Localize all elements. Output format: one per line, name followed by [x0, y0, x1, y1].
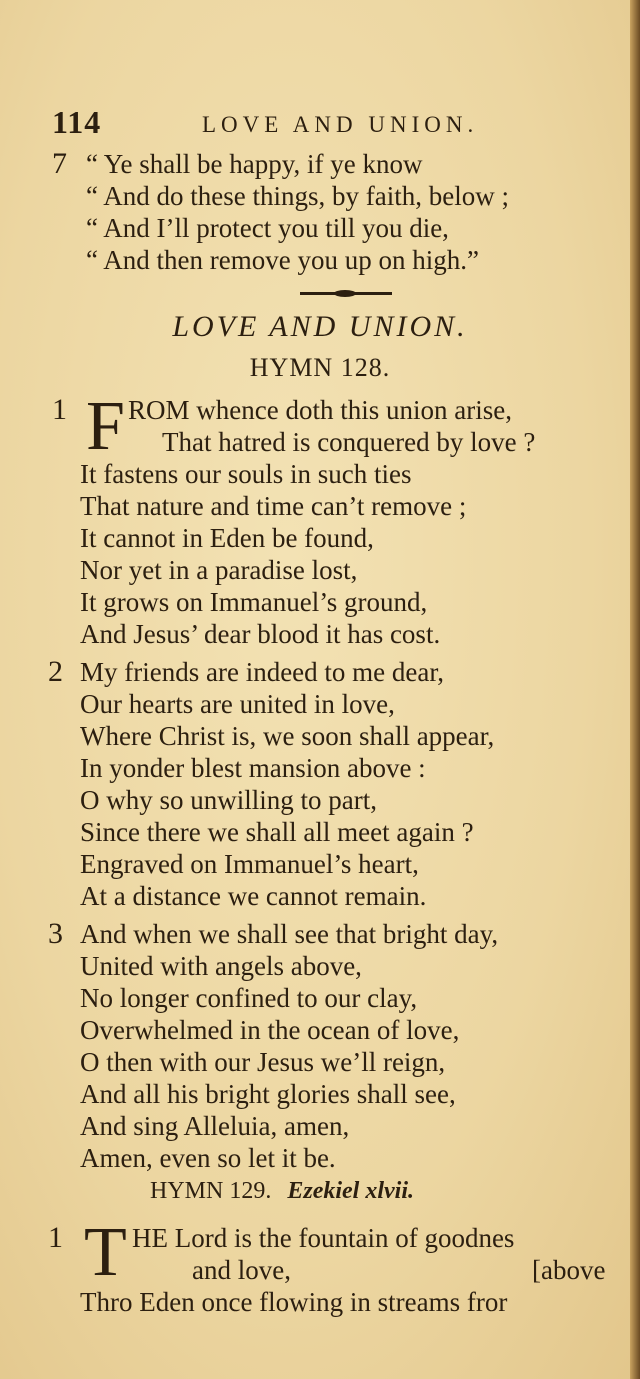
verse-line: And Jesus’ dear blood it has cost. — [80, 619, 441, 649]
page-header — [52, 104, 612, 144]
verse-line: Our hearts are united in love, — [80, 689, 395, 719]
verse-line: Overwhelmed in the ocean of love, — [80, 1015, 460, 1045]
stanza-number: 2 — [48, 655, 63, 688]
stanza-number: 3 — [48, 917, 63, 950]
verse-line: And sing Alleluia, amen, — [80, 1111, 350, 1141]
verse-line: O why so unwilling to part, — [80, 785, 377, 815]
page-edge — [630, 0, 640, 1379]
verse-line: and love, — [192, 1255, 291, 1285]
stanza-number: 1 — [48, 1221, 63, 1254]
stanza-number: 1 — [52, 393, 67, 426]
ornamental-rule — [300, 292, 392, 295]
drop-cap: T — [84, 1214, 127, 1291]
verse-line: In yonder blest mansion above : — [80, 753, 426, 783]
verse-line: That nature and time can’t remove ; — [80, 491, 467, 521]
verse-line: “ And I’ll protect you till you die, — [86, 213, 449, 243]
verse-line: United with angels above, — [80, 951, 362, 981]
verse-line: At a distance we cannot remain. — [80, 881, 427, 911]
hymn-title: HYMN 128. — [249, 353, 391, 382]
scripture-reference: Ezekiel xlvii. — [287, 1178, 414, 1204]
verse-line: That hatred is conquered by love ? — [162, 427, 536, 457]
hymn-heading — [150, 1178, 414, 1205]
verse-line: It cannot in Eden be found, — [80, 523, 374, 553]
verse-line: My friends are indeed to me dear, — [80, 657, 445, 687]
verse-line: It grows on Immanuel’s ground, — [80, 587, 428, 617]
stanza-number: 7 — [52, 147, 67, 180]
verse-line: “ Ye shall be happy, if ye know — [86, 149, 423, 179]
verse-line: And all his bright glories shall see, — [80, 1079, 456, 1109]
verse-line: It fastens our souls in such ties — [80, 459, 412, 489]
verse-line: Thro Eden once flowing in streams fror — [80, 1287, 508, 1317]
verse-line: No longer confined to our clay, — [80, 983, 418, 1013]
verse-line: Amen, even so let it be. — [80, 1143, 336, 1173]
verse-line: [above — [532, 1255, 606, 1285]
verse-line: O then with our Jesus we’ll reign, — [80, 1047, 446, 1077]
verse-line: Since there we shall all meet again ? — [80, 817, 474, 847]
page-number: 114 — [52, 104, 102, 140]
verse-line: And when we shall see that bright day, — [80, 919, 499, 949]
drop-cap: F — [86, 388, 125, 465]
verse-line: HE Lord is the fountain of goodnes — [132, 1223, 515, 1253]
verse-line: Where Christ is, we soon shall appear, — [80, 721, 495, 751]
verse-line: ROM whence doth this union arise, — [128, 395, 512, 425]
running-head: LOVE AND UNION. — [202, 112, 479, 137]
section-title: LOVE AND UNION. — [172, 310, 468, 343]
verse-line: “ And then remove you up on high.” — [86, 245, 479, 275]
verse-line: “ And do these things, by faith, below ; — [86, 181, 509, 211]
hymn-title: HYMN 129. — [150, 1178, 272, 1204]
verse-line: Engraved on Immanuel’s heart, — [80, 849, 419, 879]
verse-line: Nor yet in a paradise lost, — [80, 555, 358, 585]
